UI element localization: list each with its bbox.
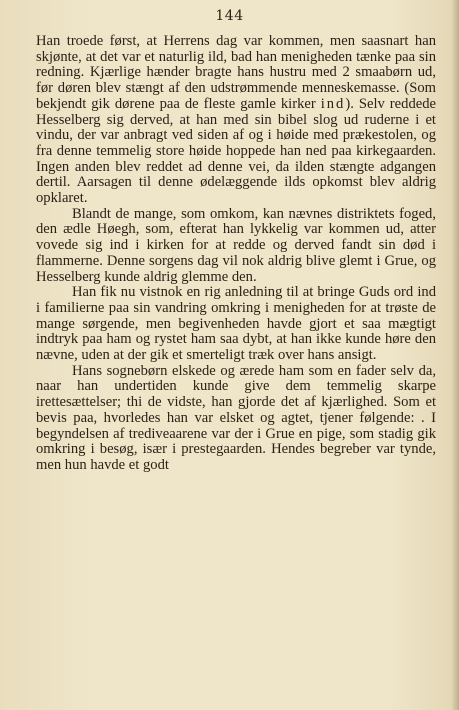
text-segment: Han troede først, at Herrens dag var kommen, men saasnart han skjønte, at det var et naturlig ild, bad han menigheden tænke paa sin redning. Kjærlige hænder bragte hans hustru med 2 smaabørn ud, før døren blev stængt af den udstrømmende menneskemasse. (Som bekjendt gik dørene paa de fleste gamle kirker	[36, 33, 436, 112]
emphasized-word: ind	[320, 95, 346, 112]
paragraph-2	[36, 207, 436, 286]
text-segment: Blandt de mange, som omkom, kan nævnes distriktets foged, den ædle Høegh, som, efterat han lykkelig var kommen ud, atter vovede sig ind i kirken for at redde og derved fandt sin død i flammerne. Denne sorgens dag vil nok aldrig blive glemt i Grue, og Hesselberg kunde aldrig glemme den.	[36, 205, 436, 285]
text-segment: Han fik nu vistnok en rig anledning til at bringe Guds ord ind i familierne paa sin vandring omkring i menigheden for at trøste de mange sørgende, men begivenheden havde gjort et saa mægtigt indtryk paa ham og rystet ham saa dybt, at han ikke kunde høre den nævne, uden at der gik et smerteligt træk over hans ansigt.	[36, 284, 436, 364]
page-edge-shadow	[451, 0, 459, 710]
paragraph-1	[36, 34, 436, 207]
paragraph-3	[36, 285, 436, 364]
page-number: 144	[215, 8, 244, 24]
text-segment: ). Selv reddede Hesselberg sig derved, at han med sin bibel slog ud ruderne i et vindu, der var anbragt ved siden af og i høide med prækestolen, og fra denne temmelig store høide hoppede han ned paa kirkegaarden. Ingen anden blev reddet ad denne vei, da ilden stængte adgangen dertil. Aarsagen til denne ødelæggende ilds opkomst blev aldrig opklaret.	[36, 95, 436, 207]
paragraph-4	[36, 364, 436, 474]
body-text	[36, 34, 436, 474]
text-segment: Hans sognebørn elskede og ærede ham som en fader selv da, naar han undertiden kunde give dem temmelig skarpe irettesættelser; thi de vidste, han gjorde det af kjærlighed. Som et bevis paa, hvorledes han var elsket og agtet, tjener følgende: . I begyndelsen af trediveaarene var der i Grue en pige, som stadig gik omkring i besøg, især i prestegaarden. Hendes begreber var tynde, men hun havde et godt	[36, 362, 436, 473]
